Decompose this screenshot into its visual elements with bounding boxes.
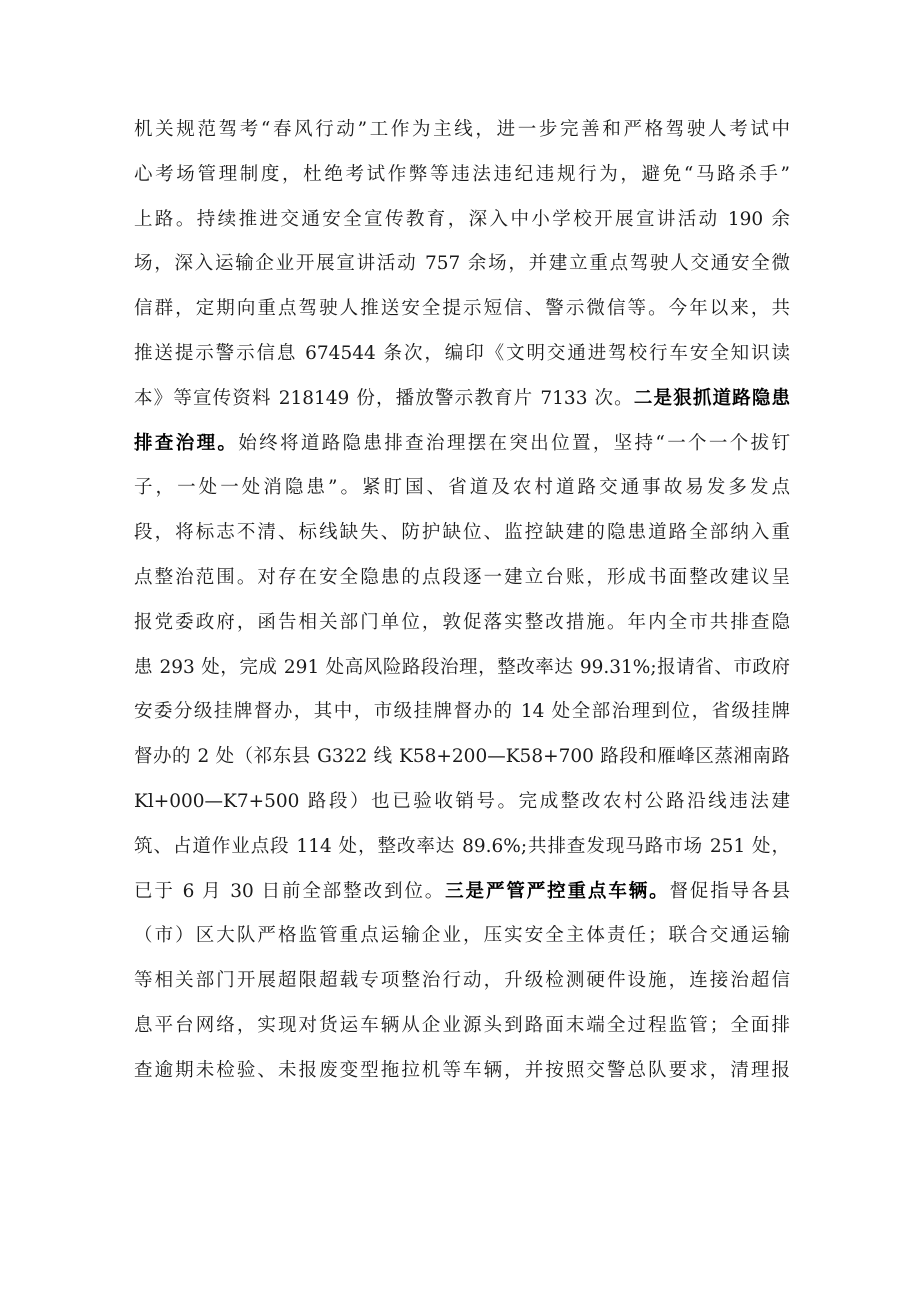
body-text: 等相关部门开展超限超载专项整治行动，升级检测硬件设施，连接治超信 <box>134 970 790 992</box>
text-line <box>134 601 790 646</box>
body-text: 报党委政府，函告相关部门单位，敦促落实整改措施。年内全市共排查隐 <box>134 611 790 633</box>
text-line <box>134 287 790 332</box>
text-line <box>134 153 790 198</box>
body-text: 上路。持续推进交通安全宣传教育，深入中小学校开展宣讲活动 190 余 <box>134 208 790 230</box>
body-text: 息平台网络，实现对货运车辆从企业源头到路面末端全过程监管；全面排 <box>134 1014 790 1036</box>
text-line <box>134 646 790 691</box>
body-text: 段，将标志不清、标线缺失、防护缺位、监控缺建的隐患道路全部纳入重 <box>134 522 790 544</box>
body-text: 筑、占道作业点段 114 处，整改率达 89.6%;共排查发现马路市场 251 处， <box>134 835 790 857</box>
body-text: Kl+000—K7+500 路段）也已验收销号。完成整改农村公路沿线违法建 <box>134 790 790 812</box>
text-line <box>134 466 790 511</box>
body-text: 督促指导各县 <box>669 880 790 902</box>
text-line <box>134 511 790 556</box>
body-text: 始终将道路隐患排查治理摆在突出位置，坚持“一个一个拔钉 <box>238 432 790 454</box>
body-text: 机关规范驾考“春风行动”工作为主线，进一步完善和严格驾驶人考试中 <box>134 119 790 140</box>
text-line <box>134 914 790 959</box>
text-line <box>134 780 790 825</box>
text-line <box>134 825 790 870</box>
body-text: 已于 6 月 30 日前全部整改到位。 <box>134 880 446 902</box>
body-text: 推送提示警示信息 674544 条次，编印《文明交通进驾校行车安全知识读 <box>134 342 790 364</box>
body-text: 督办的 2 处（祁东县 G322 线 K58+200—K58+700 路段和雁峰区蒸湘南路 <box>134 746 790 768</box>
text-line <box>134 690 790 735</box>
text-line <box>134 198 790 243</box>
body-text: （市）区大队严格监管重点运输企业，压实安全主体责任；联合交通运输 <box>134 925 790 947</box>
bold-heading-text: 排查治理。 <box>134 432 239 454</box>
text-line <box>134 735 790 780</box>
text-line <box>134 422 790 467</box>
body-text: 患 293 处，完成 291 处高风险路段治理，整改率达 99.31%;报请省、市政府 <box>134 656 790 678</box>
text-line <box>134 242 790 287</box>
body-text: 子，一处一处消隐患”。紧盯国、省道及农村道路交通事故易发多发点 <box>134 477 790 499</box>
body-text: 信群，定期向重点驾驶人推送安全提示短信、警示微信等。今年以来，共 <box>134 298 790 320</box>
text-line <box>134 108 790 153</box>
body-text: 本》等宣传资料 218149 份，播放警示教育片 7133 次。 <box>134 387 634 409</box>
text-line <box>134 1004 790 1049</box>
text-line <box>134 959 790 1004</box>
body-text: 心考场管理制度，杜绝考试作弊等违法违纪违规行为，避免“马路杀手” <box>134 163 790 185</box>
text-line <box>134 870 790 915</box>
text-line <box>134 556 790 601</box>
body-text: 安委分级挂牌督办，其中，市级挂牌督办的 14 处全部治理到位，省级挂牌 <box>134 701 790 723</box>
bold-heading-text: 二是狠抓道路隐患 <box>633 387 790 409</box>
body-text: 场，深入运输企业开展宣讲活动 757 余场，并建立重点驾驶人交通安全微 <box>134 253 790 275</box>
text-line <box>134 377 790 422</box>
text-line <box>134 332 790 377</box>
document-page <box>134 108 790 1094</box>
text-line <box>134 1049 790 1094</box>
body-text: 查逾期未检验、未报废变型拖拉机等车辆，并按照交警总队要求，清理报 <box>134 1059 790 1081</box>
body-text: 点整治范围。对存在安全隐患的点段逐一建立台账，形成书面整改建议呈 <box>134 566 790 588</box>
bold-heading-text: 三是严管严控重点车辆。 <box>445 880 670 902</box>
